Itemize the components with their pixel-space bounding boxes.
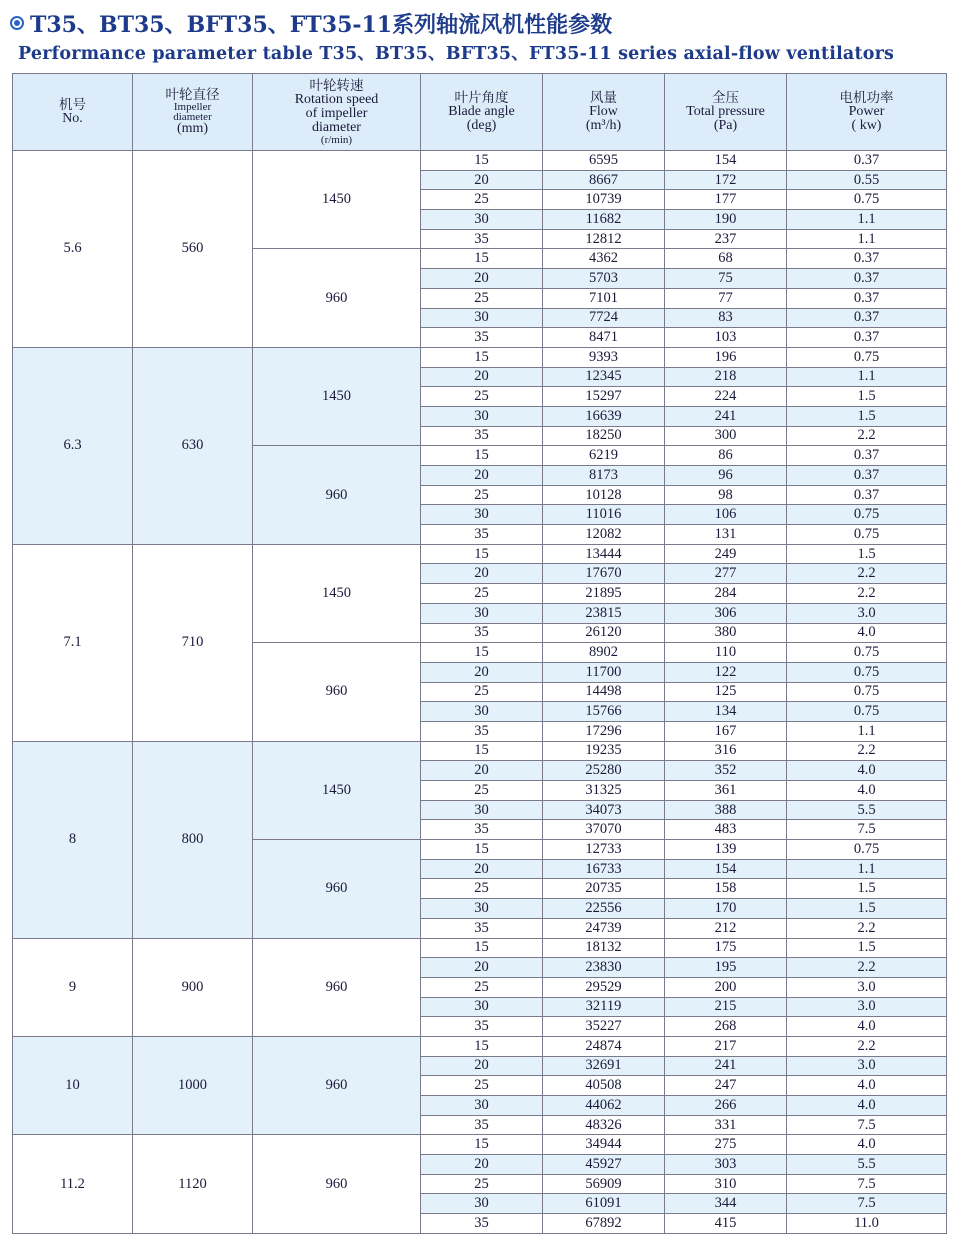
cell-blade-angle: 15 xyxy=(421,741,543,761)
cell-flow: 24874 xyxy=(543,1036,665,1056)
cell-rotation-speed: 960 xyxy=(253,938,421,1036)
cell-blade-angle: 35 xyxy=(421,1214,543,1234)
header-flow-unit: (m³/h) xyxy=(585,118,622,133)
header-flow-en: Flow xyxy=(589,104,618,119)
cell-power: 2.2 xyxy=(787,564,947,584)
cell-power: 0.37 xyxy=(787,249,947,269)
cell-total-pressure: 241 xyxy=(665,1056,787,1076)
table-header xyxy=(13,74,947,151)
cell-flow: 12733 xyxy=(543,840,665,860)
cell-power: 2.2 xyxy=(787,584,947,604)
cell-machine-no: 7.1 xyxy=(13,544,133,741)
cell-impeller-diameter: 1120 xyxy=(133,1135,253,1233)
table-row xyxy=(13,1036,947,1056)
cell-blade-angle: 35 xyxy=(421,623,543,643)
cell-power: 2.2 xyxy=(787,1036,947,1056)
cell-blade-angle: 35 xyxy=(421,721,543,741)
cell-flow: 8173 xyxy=(543,466,665,486)
cell-power: 1.5 xyxy=(787,387,947,407)
cell-blade-angle: 20 xyxy=(421,1056,543,1076)
cell-flow: 4362 xyxy=(543,249,665,269)
cell-flow: 18132 xyxy=(543,938,665,958)
header-flow-cn: 风量 xyxy=(590,90,617,106)
table-row xyxy=(13,347,947,367)
cell-total-pressure: 300 xyxy=(665,426,787,446)
cell-flow: 21895 xyxy=(543,584,665,604)
cell-total-pressure: 98 xyxy=(665,485,787,505)
title-chinese xyxy=(10,8,612,38)
header-angle-unit: (deg) xyxy=(466,118,497,133)
cell-impeller-diameter: 630 xyxy=(133,347,253,544)
cell-power: 4.0 xyxy=(787,1096,947,1116)
cell-blade-angle: 35 xyxy=(421,426,543,446)
cell-power: 0.37 xyxy=(787,308,947,328)
cell-power: 1.5 xyxy=(787,899,947,919)
cell-power: 1.1 xyxy=(787,859,947,879)
cell-power: 0.75 xyxy=(787,662,947,682)
cell-total-pressure: 277 xyxy=(665,564,787,584)
header-diameter xyxy=(133,74,253,151)
cell-power: 1.1 xyxy=(787,210,947,230)
cell-rotation-speed: 960 xyxy=(253,643,421,741)
cell-blade-angle: 20 xyxy=(421,662,543,682)
cell-total-pressure: 284 xyxy=(665,584,787,604)
cell-flow: 37070 xyxy=(543,820,665,840)
cell-rotation-speed: 960 xyxy=(253,840,421,938)
cell-power: 1.5 xyxy=(787,879,947,899)
cell-total-pressure: 237 xyxy=(665,229,787,249)
cell-flow: 12812 xyxy=(543,229,665,249)
cell-total-pressure: 175 xyxy=(665,938,787,958)
cell-rotation-speed: 960 xyxy=(253,1036,421,1134)
cell-machine-no: 8 xyxy=(13,741,133,938)
cell-total-pressure: 275 xyxy=(665,1135,787,1155)
cell-rotation-speed: 960 xyxy=(253,446,421,544)
cell-power: 3.0 xyxy=(787,977,947,997)
cell-flow: 15766 xyxy=(543,702,665,722)
cell-power: 4.0 xyxy=(787,761,947,781)
header-diameter-en1: Impeller xyxy=(173,101,212,113)
cell-total-pressure: 483 xyxy=(665,820,787,840)
header-speed-en1: Rotation speed xyxy=(294,92,379,107)
cell-flow: 6595 xyxy=(543,151,665,171)
cell-rotation-speed: 960 xyxy=(253,1135,421,1233)
cell-flow: 29529 xyxy=(543,977,665,997)
cell-flow: 34073 xyxy=(543,800,665,820)
cell-blade-angle: 20 xyxy=(421,367,543,387)
cell-total-pressure: 154 xyxy=(665,151,787,171)
header-flow xyxy=(543,74,665,151)
cell-blade-angle: 15 xyxy=(421,643,543,663)
cell-flow: 40508 xyxy=(543,1076,665,1096)
cell-blade-angle: 30 xyxy=(421,505,543,525)
header-diameter-unit: (mm) xyxy=(176,121,209,136)
header-no-cn: 机号 xyxy=(59,97,86,113)
cell-power: 2.2 xyxy=(787,958,947,978)
cell-flow: 22556 xyxy=(543,899,665,919)
cell-total-pressure: 77 xyxy=(665,288,787,308)
cell-power: 0.75 xyxy=(787,702,947,722)
cell-total-pressure: 352 xyxy=(665,761,787,781)
cell-flow: 11682 xyxy=(543,210,665,230)
page-title-block xyxy=(10,8,955,64)
cell-power: 0.37 xyxy=(787,485,947,505)
cell-flow: 12082 xyxy=(543,525,665,545)
cell-total-pressure: 241 xyxy=(665,406,787,426)
cell-blade-angle: 35 xyxy=(421,1115,543,1135)
cell-blade-angle: 30 xyxy=(421,899,543,919)
cell-flow: 5703 xyxy=(543,269,665,289)
cell-total-pressure: 122 xyxy=(665,662,787,682)
cell-power: 7.5 xyxy=(787,820,947,840)
cell-impeller-diameter: 1000 xyxy=(133,1036,253,1134)
header-pressure-en: Total pressure xyxy=(686,104,765,119)
cell-blade-angle: 20 xyxy=(421,1155,543,1175)
header-diameter-en2: diameter xyxy=(173,111,212,123)
cell-blade-angle: 20 xyxy=(421,170,543,190)
cell-blade-angle: 30 xyxy=(421,603,543,623)
cell-power: 4.0 xyxy=(787,1076,947,1096)
cell-blade-angle: 35 xyxy=(421,918,543,938)
cell-rotation-speed: 1450 xyxy=(253,151,421,249)
cell-blade-angle: 15 xyxy=(421,1135,543,1155)
header-power-en: Power xyxy=(848,104,885,119)
cell-total-pressure: 196 xyxy=(665,347,787,367)
cell-machine-no: 11.2 xyxy=(13,1135,133,1233)
cell-total-pressure: 167 xyxy=(665,721,787,741)
header-total-pressure xyxy=(665,74,787,151)
cell-total-pressure: 96 xyxy=(665,466,787,486)
cell-rotation-speed: 1450 xyxy=(253,347,421,445)
cell-flow: 8471 xyxy=(543,328,665,348)
cell-total-pressure: 68 xyxy=(665,249,787,269)
cell-machine-no: 9 xyxy=(13,938,133,1036)
cell-total-pressure: 106 xyxy=(665,505,787,525)
cell-total-pressure: 310 xyxy=(665,1174,787,1194)
cell-power: 5.5 xyxy=(787,800,947,820)
cell-impeller-diameter: 560 xyxy=(133,151,253,348)
cell-power: 4.0 xyxy=(787,781,947,801)
cell-power: 2.2 xyxy=(787,426,947,446)
cell-total-pressure: 158 xyxy=(665,879,787,899)
cell-flow: 7724 xyxy=(543,308,665,328)
cell-total-pressure: 415 xyxy=(665,1214,787,1234)
cell-flow: 31325 xyxy=(543,781,665,801)
cell-blade-angle: 15 xyxy=(421,1036,543,1056)
cell-total-pressure: 195 xyxy=(665,958,787,978)
cell-blade-angle: 15 xyxy=(421,347,543,367)
cell-flow: 44062 xyxy=(543,1096,665,1116)
cell-power: 5.5 xyxy=(787,1155,947,1175)
cell-blade-angle: 15 xyxy=(421,249,543,269)
cell-flow: 20735 xyxy=(543,879,665,899)
cell-total-pressure: 86 xyxy=(665,446,787,466)
cell-blade-angle: 15 xyxy=(421,840,543,860)
cell-blade-angle: 35 xyxy=(421,820,543,840)
title-chinese-text: T35、BT35、BFT35、FT35-11系列轴流风机性能参数 xyxy=(30,11,613,38)
cell-blade-angle: 25 xyxy=(421,387,543,407)
header-blade-angle xyxy=(421,74,543,151)
table-row xyxy=(13,151,947,171)
cell-power: 7.5 xyxy=(787,1174,947,1194)
header-speed-unit: (r/min) xyxy=(320,134,353,146)
cell-flow: 67892 xyxy=(543,1214,665,1234)
header-speed xyxy=(253,74,421,151)
cell-flow: 61091 xyxy=(543,1194,665,1214)
cell-flow: 45927 xyxy=(543,1155,665,1175)
cell-total-pressure: 303 xyxy=(665,1155,787,1175)
cell-blade-angle: 35 xyxy=(421,525,543,545)
cell-total-pressure: 177 xyxy=(665,190,787,210)
cell-total-pressure: 103 xyxy=(665,328,787,348)
cell-blade-angle: 25 xyxy=(421,584,543,604)
cell-power: 4.0 xyxy=(787,1135,947,1155)
cell-machine-no: 6.3 xyxy=(13,347,133,544)
cell-flow: 10739 xyxy=(543,190,665,210)
cell-flow: 25280 xyxy=(543,761,665,781)
cell-blade-angle: 25 xyxy=(421,682,543,702)
header-power xyxy=(787,74,947,151)
cell-power: 0.37 xyxy=(787,466,947,486)
cell-total-pressure: 388 xyxy=(665,800,787,820)
header-no xyxy=(13,74,133,151)
cell-total-pressure: 266 xyxy=(665,1096,787,1116)
header-angle-cn: 叶片角度 xyxy=(454,90,509,106)
cell-total-pressure: 249 xyxy=(665,544,787,564)
cell-flow: 32691 xyxy=(543,1056,665,1076)
cell-total-pressure: 125 xyxy=(665,682,787,702)
cell-total-pressure: 200 xyxy=(665,977,787,997)
cell-flow: 23830 xyxy=(543,958,665,978)
cell-flow: 34944 xyxy=(543,1135,665,1155)
cell-power: 0.75 xyxy=(787,643,947,663)
table-row xyxy=(13,938,947,958)
cell-blade-angle: 30 xyxy=(421,308,543,328)
cell-flow: 26120 xyxy=(543,623,665,643)
table-body xyxy=(13,151,947,1234)
cell-impeller-diameter: 900 xyxy=(133,938,253,1036)
cell-total-pressure: 212 xyxy=(665,918,787,938)
title-english: Performance parameter table T35、BT35、BFT35、FT35-11 series axial-flow ventilators xyxy=(18,44,895,64)
cell-blade-angle: 30 xyxy=(421,702,543,722)
cell-flow: 56909 xyxy=(543,1174,665,1194)
cell-blade-angle: 15 xyxy=(421,446,543,466)
cell-total-pressure: 75 xyxy=(665,269,787,289)
cell-total-pressure: 361 xyxy=(665,781,787,801)
cell-total-pressure: 316 xyxy=(665,741,787,761)
header-pressure-unit: (Pa) xyxy=(713,118,738,133)
cell-power: 0.75 xyxy=(787,505,947,525)
cell-impeller-diameter: 800 xyxy=(133,741,253,938)
cell-machine-no: 5.6 xyxy=(13,151,133,348)
cell-flow: 24739 xyxy=(543,918,665,938)
cell-blade-angle: 30 xyxy=(421,1194,543,1214)
cell-total-pressure: 170 xyxy=(665,899,787,919)
cell-power: 3.0 xyxy=(787,603,947,623)
cell-total-pressure: 215 xyxy=(665,997,787,1017)
cell-blade-angle: 20 xyxy=(421,564,543,584)
cell-blade-angle: 15 xyxy=(421,151,543,171)
cell-power: 4.0 xyxy=(787,1017,947,1037)
cell-power: 0.37 xyxy=(787,328,947,348)
cell-power: 3.0 xyxy=(787,1056,947,1076)
cell-blade-angle: 25 xyxy=(421,1174,543,1194)
cell-power: 1.1 xyxy=(787,721,947,741)
cell-blade-angle: 25 xyxy=(421,190,543,210)
cell-power: 0.37 xyxy=(787,288,947,308)
cell-power: 7.5 xyxy=(787,1194,947,1214)
cell-total-pressure: 306 xyxy=(665,603,787,623)
cell-power: 1.5 xyxy=(787,544,947,564)
bullet-circle-icon xyxy=(10,16,24,30)
cell-total-pressure: 131 xyxy=(665,525,787,545)
cell-machine-no: 10 xyxy=(13,1036,133,1134)
cell-blade-angle: 20 xyxy=(421,269,543,289)
cell-total-pressure: 224 xyxy=(665,387,787,407)
cell-total-pressure: 247 xyxy=(665,1076,787,1096)
cell-blade-angle: 30 xyxy=(421,406,543,426)
cell-blade-angle: 35 xyxy=(421,328,543,348)
cell-blade-angle: 30 xyxy=(421,1096,543,1116)
header-no-en: No. xyxy=(62,111,83,126)
cell-blade-angle: 25 xyxy=(421,977,543,997)
cell-rotation-speed: 1450 xyxy=(253,544,421,642)
cell-flow: 35227 xyxy=(543,1017,665,1037)
header-speed-en2: of impeller xyxy=(305,106,368,121)
cell-blade-angle: 25 xyxy=(421,781,543,801)
cell-blade-angle: 25 xyxy=(421,485,543,505)
cell-flow: 11016 xyxy=(543,505,665,525)
cell-power: 0.75 xyxy=(787,190,947,210)
cell-total-pressure: 110 xyxy=(665,643,787,663)
cell-power: 0.37 xyxy=(787,151,947,171)
cell-flow: 8902 xyxy=(543,643,665,663)
header-speed-en3: diameter xyxy=(312,120,361,135)
cell-total-pressure: 344 xyxy=(665,1194,787,1214)
cell-total-pressure: 331 xyxy=(665,1115,787,1135)
header-power-cn: 电机功率 xyxy=(839,90,894,106)
cell-blade-angle: 20 xyxy=(421,859,543,879)
cell-flow: 7101 xyxy=(543,288,665,308)
cell-total-pressure: 218 xyxy=(665,367,787,387)
cell-total-pressure: 154 xyxy=(665,859,787,879)
cell-power: 1.1 xyxy=(787,367,947,387)
cell-total-pressure: 217 xyxy=(665,1036,787,1056)
cell-flow: 19235 xyxy=(543,741,665,761)
cell-power: 1.5 xyxy=(787,938,947,958)
cell-flow: 6219 xyxy=(543,446,665,466)
cell-total-pressure: 134 xyxy=(665,702,787,722)
cell-total-pressure: 83 xyxy=(665,308,787,328)
cell-rotation-speed: 1450 xyxy=(253,741,421,839)
cell-blade-angle: 30 xyxy=(421,210,543,230)
cell-blade-angle: 35 xyxy=(421,229,543,249)
cell-power: 1.1 xyxy=(787,229,947,249)
cell-blade-angle: 25 xyxy=(421,288,543,308)
cell-blade-angle: 20 xyxy=(421,958,543,978)
cell-flow: 10128 xyxy=(543,485,665,505)
cell-flow: 12345 xyxy=(543,367,665,387)
cell-power: 0.75 xyxy=(787,347,947,367)
performance-table xyxy=(12,73,947,1234)
cell-power: 0.75 xyxy=(787,840,947,860)
cell-flow: 48326 xyxy=(543,1115,665,1135)
cell-blade-angle: 25 xyxy=(421,1076,543,1096)
cell-blade-angle: 30 xyxy=(421,800,543,820)
cell-total-pressure: 190 xyxy=(665,210,787,230)
cell-power: 11.0 xyxy=(787,1214,947,1234)
cell-blade-angle: 15 xyxy=(421,544,543,564)
cell-blade-angle: 20 xyxy=(421,466,543,486)
cell-flow: 18250 xyxy=(543,426,665,446)
table-row xyxy=(13,544,947,564)
cell-power: 7.5 xyxy=(787,1115,947,1135)
cell-flow: 17296 xyxy=(543,721,665,741)
cell-impeller-diameter: 710 xyxy=(133,544,253,741)
cell-blade-angle: 20 xyxy=(421,761,543,781)
cell-power: 4.0 xyxy=(787,623,947,643)
table-row xyxy=(13,741,947,761)
cell-flow: 13444 xyxy=(543,544,665,564)
header-diameter-cn: 叶轮直径 xyxy=(165,87,220,103)
cell-power: 3.0 xyxy=(787,997,947,1017)
cell-power: 1.5 xyxy=(787,406,947,426)
header-pressure-cn: 全压 xyxy=(712,90,739,106)
cell-flow: 8667 xyxy=(543,170,665,190)
cell-blade-angle: 35 xyxy=(421,1017,543,1037)
cell-flow: 17670 xyxy=(543,564,665,584)
cell-flow: 14498 xyxy=(543,682,665,702)
header-angle-en: Blade angle xyxy=(448,104,515,119)
header-power-unit: ( kw) xyxy=(851,118,882,133)
cell-total-pressure: 139 xyxy=(665,840,787,860)
table-row xyxy=(13,1135,947,1155)
cell-flow: 9393 xyxy=(543,347,665,367)
cell-rotation-speed: 960 xyxy=(253,249,421,347)
cell-power: 0.55 xyxy=(787,170,947,190)
cell-power: 0.37 xyxy=(787,446,947,466)
cell-flow: 23815 xyxy=(543,603,665,623)
cell-flow: 16639 xyxy=(543,406,665,426)
header-speed-cn: 叶轮转速 xyxy=(309,78,364,94)
cell-total-pressure: 268 xyxy=(665,1017,787,1037)
cell-blade-angle: 15 xyxy=(421,938,543,958)
cell-power: 0.75 xyxy=(787,525,947,545)
cell-power: 2.2 xyxy=(787,741,947,761)
cell-flow: 15297 xyxy=(543,387,665,407)
cell-flow: 16733 xyxy=(543,859,665,879)
cell-power: 0.37 xyxy=(787,269,947,289)
cell-blade-angle: 25 xyxy=(421,879,543,899)
cell-flow: 11700 xyxy=(543,662,665,682)
cell-total-pressure: 172 xyxy=(665,170,787,190)
cell-total-pressure: 380 xyxy=(665,623,787,643)
cell-power: 0.75 xyxy=(787,682,947,702)
cell-flow: 32119 xyxy=(543,997,665,1017)
cell-blade-angle: 30 xyxy=(421,997,543,1017)
cell-power: 2.2 xyxy=(787,918,947,938)
